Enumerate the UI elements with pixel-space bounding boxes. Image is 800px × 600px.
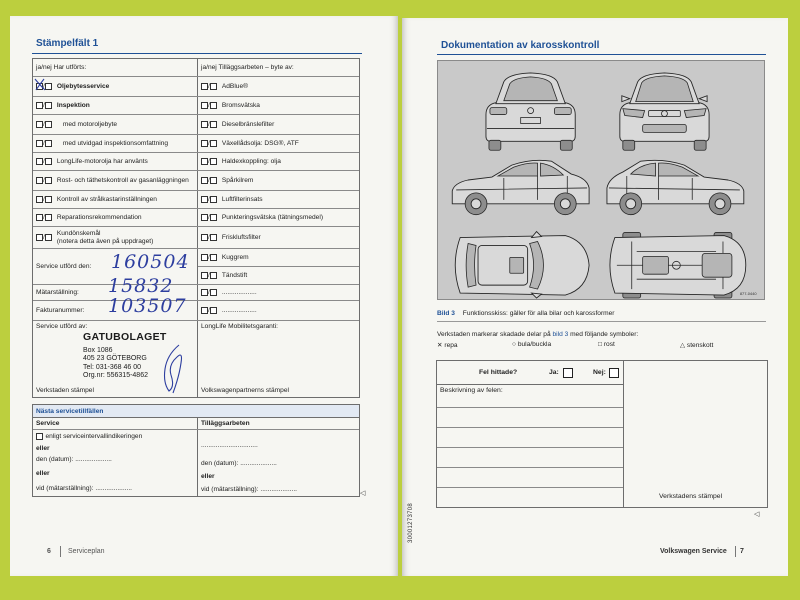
item-label: Bromsvätska: [221, 102, 260, 109]
footer-divider: [735, 546, 736, 557]
yes-no-checkboxes[interactable]: /: [36, 140, 52, 147]
yes-no-checkboxes[interactable]: /: [201, 102, 217, 109]
table-row: [33, 191, 359, 209]
yes-no-checkboxes[interactable]: /: [201, 234, 217, 241]
yes-checkbox[interactable]: [36, 177, 43, 184]
table-row: [33, 171, 359, 191]
table-row: [33, 209, 359, 227]
body-check-figure: [437, 60, 765, 300]
item-label: Kundönskemål: [56, 230, 101, 237]
table-row: [33, 115, 359, 135]
blank-field[interactable]: ...................: [221, 307, 257, 314]
no-checkbox[interactable]: [210, 83, 217, 90]
marking-instruction: Verkstaden markerar skadade delar på bild 3 med följande symboler:: [437, 331, 639, 338]
description-line[interactable]: [437, 447, 623, 448]
yes-checkbox[interactable]: [36, 102, 43, 109]
item-label: med motoroljebyte: [62, 121, 118, 128]
no-checkbox[interactable]: [210, 214, 217, 221]
column-divider: [623, 361, 624, 507]
next-date-field[interactable]: den (datum): ....................: [36, 456, 112, 463]
extra-next-odometer-field[interactable]: vid (mätarställning): ....................: [201, 486, 298, 493]
car-top-view[interactable]: [455, 232, 589, 298]
page-title: Dokumentation av karosskontroll: [441, 40, 600, 51]
yes-no-checkboxes[interactable]: /: [36, 121, 52, 128]
item-label: med utvidgad inspektionsomfattning: [62, 140, 169, 147]
service-date-row: [33, 249, 359, 285]
item-label: Friskluftsfilter: [221, 234, 261, 241]
table-row: [198, 249, 359, 267]
no-checkbox[interactable]: [210, 102, 217, 109]
table-row: [198, 267, 359, 284]
right-page: [402, 18, 788, 576]
rust-symbol-icon: □: [598, 341, 602, 348]
yes-checkbox[interactable]: [36, 121, 43, 128]
no-checkbox[interactable]: [210, 272, 217, 279]
no-checkbox[interactable]: [210, 177, 217, 184]
header-done: ja/nej Har utförts:: [36, 64, 87, 71]
yes-checkbox[interactable]: [36, 214, 43, 221]
document-code: 30001273708: [408, 502, 414, 543]
table-row: [33, 135, 359, 153]
car-left-side-view[interactable]: [452, 160, 589, 214]
footer-divider: [60, 546, 61, 557]
extra-next-date-field[interactable]: den (datum): ....................: [201, 460, 277, 467]
brand-name: Volkswagen Service: [660, 548, 727, 555]
yes-checkbox[interactable]: [201, 102, 208, 109]
yes-no-checkboxes[interactable]: /: [201, 177, 217, 184]
yes-checkbox[interactable]: [36, 140, 43, 147]
yes-checkbox[interactable]: [201, 196, 208, 203]
scratch-symbol-icon: ✕: [437, 342, 443, 349]
yes-checkbox[interactable]: [201, 307, 208, 314]
faults-found-label: Fel hittade?: [479, 369, 518, 376]
no-checkbox[interactable]: [45, 177, 52, 184]
yes-no-checkboxes[interactable]: /: [36, 158, 52, 165]
no-checkbox[interactable]: [210, 289, 217, 296]
car-rear-view[interactable]: [486, 73, 575, 150]
table-header-row: [33, 59, 359, 77]
mobility-guarantee-label: LongLife Mobilitetsgaranti:: [201, 323, 278, 330]
yes-checkbox[interactable]: [201, 234, 208, 241]
no-checkbox[interactable]: [210, 140, 217, 147]
next-service-box: [32, 404, 360, 497]
item-label: Reparationsrekommendation: [56, 214, 142, 221]
yes-checkbox[interactable]: [201, 289, 208, 296]
car-front-view[interactable]: [620, 73, 709, 150]
fault-table: [436, 360, 768, 508]
yes-checkbox[interactable]: [201, 121, 208, 128]
yes-no-checkboxes[interactable]: /: [201, 196, 217, 203]
table-row: [33, 153, 359, 171]
no-checkbox[interactable]: [210, 158, 217, 165]
section-name: Serviceplan: [68, 548, 105, 555]
no-checkbox[interactable]: [45, 214, 52, 221]
invoice-value: 103507: [108, 295, 187, 317]
stamp-city: 405 23 GÖTEBORG: [83, 355, 147, 363]
no-checkbox[interactable]: [45, 102, 52, 109]
yes-checkbox[interactable]: [201, 158, 208, 165]
no-checkbox[interactable]: [45, 196, 52, 203]
blank-field[interactable]: ...................: [221, 289, 257, 296]
extra-work-blank[interactable]: ...............................: [201, 442, 258, 449]
continue-arrow-icon: ◁: [360, 490, 366, 497]
item-label: Kontroll av strålkastarinställningen: [56, 196, 157, 203]
invoice-label: Fakturanummer:: [36, 307, 85, 314]
item-label: Punkteringsvätska (tätningsmedel): [221, 214, 324, 221]
interval-checkbox[interactable]: [36, 433, 43, 440]
item-label: Tändstift: [221, 272, 248, 279]
item-label: Dieselbränslefilter: [221, 121, 275, 128]
next-service-title: Nästa servicetillfällen: [33, 405, 359, 418]
col-service: Service: [36, 420, 60, 427]
yes-no-checkboxes[interactable]: /: [36, 83, 52, 90]
figure-label: Bild 3: [437, 310, 455, 317]
yes-no-checkboxes[interactable]: /: [201, 214, 217, 221]
stamp-phone: Tel: 031-368 46 00: [83, 363, 141, 371]
yes-checkbox[interactable]: [36, 234, 43, 241]
description-line[interactable]: [437, 467, 623, 468]
symbol-rust: □ rost: [598, 341, 615, 348]
yes-no-checkboxes[interactable]: /: [201, 121, 217, 128]
page-title: Stämpelfält 1: [36, 38, 99, 49]
yes-no-checkboxes[interactable]: /: [201, 158, 217, 165]
car-right-side-view[interactable]: [607, 160, 744, 214]
continue-arrow-icon: ◁: [754, 511, 760, 518]
figure-code: 877-0440: [739, 291, 757, 297]
or-label: eller: [36, 445, 50, 452]
col-extra-work: Tilläggsarbeten: [197, 418, 359, 429]
no-checkbox[interactable]: [210, 121, 217, 128]
table-row: [33, 77, 359, 97]
item-label: Rost- och täthetskontroll av gasanläggningen: [56, 177, 189, 184]
figure-reference: bild 3: [552, 331, 569, 338]
description-label: Beskrivning av felen:: [440, 387, 503, 394]
symbol-stone-chip: △ stenskott: [680, 342, 714, 349]
next-odometer-field[interactable]: vid (mätarställning): ....................: [36, 485, 133, 492]
stone-chip-symbol-icon: △: [680, 342, 686, 349]
item-label: Växellådsolja: DSG®, ATF: [221, 140, 299, 147]
yes-no-checkboxes[interactable]: /: [201, 289, 217, 296]
yes-no-checkboxes[interactable]: /: [201, 254, 217, 261]
partner-stamp-label: Volkswagenpartnerns stämpel: [201, 387, 289, 394]
item-note: (notera detta även på uppdraget): [56, 237, 154, 245]
handwritten-x-mark: [34, 78, 46, 91]
car-underbody-view[interactable]: [610, 233, 746, 298]
yes-checkbox[interactable]: [201, 272, 208, 279]
yes-checkbox[interactable]: [201, 140, 208, 147]
yes-checkbox[interactable]: [36, 196, 43, 203]
no-checkbox[interactable]: [210, 196, 217, 203]
interval-option-label: enligt serviceintervallindikeringen: [45, 433, 143, 440]
title-divider: [437, 54, 766, 55]
yes-no-checkboxes[interactable]: /: [36, 102, 52, 109]
item-label: Luftfilterinsats: [221, 196, 263, 203]
yes-no-checkboxes[interactable]: /: [201, 83, 217, 90]
yes-no-checkboxes[interactable]: /: [36, 177, 52, 184]
no-checkbox[interactable]: [45, 121, 52, 128]
description-line[interactable]: [437, 427, 623, 428]
item-label: Oljebytesservice: [56, 83, 110, 90]
yes-label: Ja:: [549, 369, 559, 376]
table-row: [33, 227, 359, 249]
no-label: Nej:: [593, 369, 606, 376]
stamp-org-number: Org.nr: 556315-4862: [83, 372, 148, 380]
yes-no-checkboxes[interactable]: /: [36, 196, 52, 203]
figure-caption-text: Funktionsskiss: gäller för alla bilar och karossformer: [462, 310, 615, 317]
description-line[interactable]: [437, 407, 623, 408]
odometer-label: Mätarställning:: [36, 289, 79, 296]
item-label: Inspektion: [56, 102, 90, 109]
yes-no-checkboxes[interactable]: /: [201, 140, 217, 147]
yes-no-checkboxes[interactable]: /: [201, 272, 217, 279]
caption-divider: [437, 321, 766, 322]
faults-no-checkbox[interactable]: [609, 368, 619, 378]
car-diagram: [438, 61, 764, 299]
performed-by-label: Service utförd av:: [36, 323, 88, 330]
faults-yes-checkbox[interactable]: [563, 368, 573, 378]
yes-no-checkboxes[interactable]: /: [36, 214, 52, 221]
yes-checkbox[interactable]: [201, 254, 208, 261]
no-checkbox[interactable]: [45, 140, 52, 147]
table-row: [33, 97, 359, 115]
no-checkbox[interactable]: [210, 254, 217, 261]
yes-checkbox[interactable]: [36, 158, 43, 165]
service-date-label: Service utförd den:: [36, 263, 92, 270]
odometer-value: 15832: [108, 275, 174, 297]
page-number: 7: [740, 548, 744, 555]
stamp-box: Box 1086: [83, 346, 113, 354]
symbol-scratch: ✕ repa: [437, 342, 458, 349]
stamp-field-table: [32, 58, 360, 398]
symbol-dent: ○ bula/buckla: [512, 341, 552, 348]
handwritten-signature: [153, 343, 189, 395]
title-divider: [32, 53, 362, 54]
dent-symbol-icon: ○: [512, 341, 516, 348]
left-page: [10, 16, 398, 576]
page-number: 6: [47, 548, 51, 555]
or-label: eller: [36, 470, 50, 477]
no-checkbox[interactable]: [45, 234, 52, 241]
header-extra: ja/nej Tilläggsarbeten – byte av:: [197, 59, 359, 76]
item-label: LongLife-motorolja har använts: [56, 158, 148, 165]
item-label: Spårkilrem: [221, 177, 254, 184]
description-line[interactable]: [437, 487, 623, 488]
figure-caption: [437, 310, 615, 317]
item-label: AdBlue®: [221, 83, 248, 90]
invoice-row: [33, 295, 359, 321]
yes-no-checkboxes[interactable]: /: [201, 307, 217, 314]
or-label: eller: [201, 473, 215, 480]
item-label: Haldexkoppling: olja: [221, 158, 281, 165]
stamp-row: [33, 321, 359, 397]
item-label: Kuggrem: [221, 254, 249, 261]
row-divider: [437, 384, 623, 385]
no-checkbox[interactable]: [210, 234, 217, 241]
no-checkbox[interactable]: [45, 83, 52, 90]
yes-checkbox[interactable]: [201, 177, 208, 184]
no-checkbox[interactable]: [210, 307, 217, 314]
workshop-stamp-label: Verkstaden stämpel: [36, 387, 94, 394]
yes-checkbox[interactable]: [201, 214, 208, 221]
stamp-company-name: GATUBOLAGET: [83, 331, 167, 343]
workshop-stamp-label: Verkstadens stämpel: [659, 493, 723, 500]
service-date-value: 160504: [111, 251, 190, 273]
yes-checkbox[interactable]: [201, 83, 208, 90]
no-checkbox[interactable]: [45, 158, 52, 165]
yes-no-checkboxes[interactable]: /: [36, 234, 52, 241]
